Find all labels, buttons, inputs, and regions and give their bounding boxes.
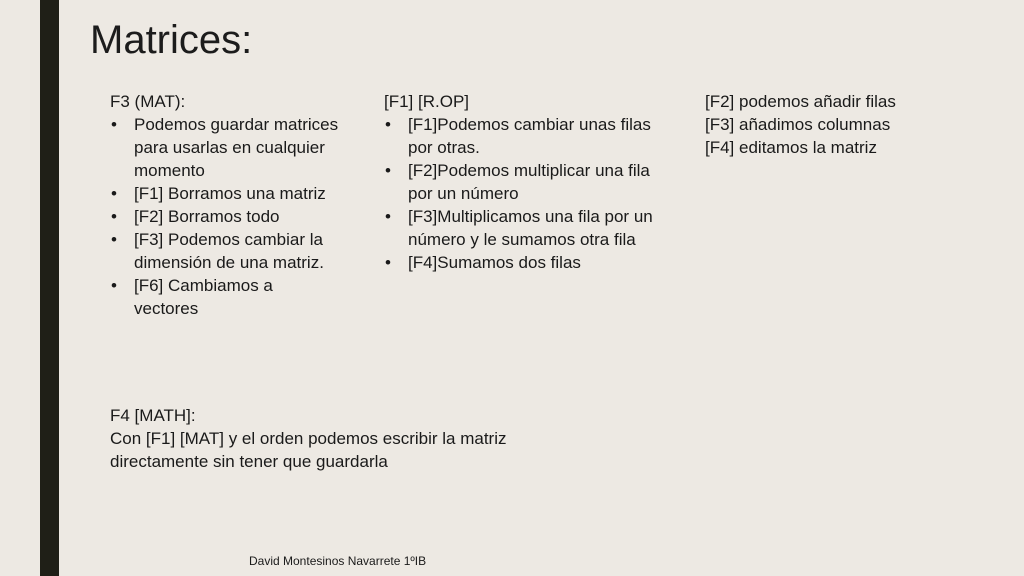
edit-line: [F3] añadimos columnas bbox=[705, 115, 891, 134]
list-item bbox=[110, 182, 340, 205]
math-section bbox=[110, 404, 580, 473]
list-item-text: [F2]Podemos multiplicar una fila por un número bbox=[408, 161, 650, 203]
bullet-icon: • bbox=[385, 161, 391, 180]
list-item-text: [F1]Podemos cambiar unas filas por otras. bbox=[408, 115, 651, 157]
list-item-text: [F3] Podemos cambiar la dimensión de una matriz. bbox=[134, 230, 324, 272]
list-item bbox=[384, 159, 664, 205]
column-edit bbox=[705, 90, 945, 159]
column-rop-list bbox=[384, 113, 664, 274]
bullet-icon: • bbox=[111, 207, 117, 226]
list-item-text: [F1] Borramos una matriz bbox=[134, 184, 326, 203]
edit-line: [F4] editamos la matriz bbox=[705, 138, 877, 157]
accent-bar bbox=[40, 0, 59, 576]
list-item bbox=[110, 274, 340, 320]
math-text: Con [F1] [MAT] y el orden podemos escribir la matriz directamente sin tener que guardarla bbox=[110, 429, 507, 471]
list-item bbox=[110, 113, 340, 182]
column-mat-heading: F3 (MAT): bbox=[110, 92, 186, 111]
list-item-text: Podemos guardar matrices para usarlas en cualquier momento bbox=[134, 115, 339, 180]
list-item-text: [F4]Sumamos dos filas bbox=[408, 253, 581, 272]
list-item bbox=[384, 113, 664, 159]
bullet-icon: • bbox=[385, 207, 391, 226]
list-item bbox=[110, 228, 340, 274]
edit-line: [F2] podemos añadir filas bbox=[705, 92, 896, 111]
slide-title: Matrices: bbox=[90, 18, 253, 62]
list-item bbox=[384, 205, 664, 251]
bullet-icon: • bbox=[111, 115, 117, 134]
list-item-text: [F6] Cambiamos a vectores bbox=[134, 276, 273, 318]
list-item-text: [F2] Borramos todo bbox=[134, 207, 280, 226]
column-mat-list bbox=[110, 113, 340, 320]
bullet-icon: • bbox=[385, 115, 391, 134]
bullet-icon: • bbox=[385, 253, 391, 272]
slide-footer: David Montesinos Navarrete 1ºIB bbox=[249, 554, 427, 568]
column-rop-heading: [F1] [R.OP] bbox=[384, 92, 470, 111]
list-item-text: [F3]Multiplicamos una fila por un número y le sumamos otra fila bbox=[408, 207, 653, 249]
column-mat bbox=[110, 90, 340, 320]
column-rop bbox=[384, 90, 664, 274]
bullet-icon: • bbox=[111, 184, 117, 203]
math-heading: F4 [MATH]: bbox=[110, 406, 196, 425]
bullet-icon: • bbox=[111, 230, 117, 249]
list-item bbox=[110, 205, 340, 228]
bullet-icon: • bbox=[111, 276, 117, 295]
list-item bbox=[384, 251, 664, 274]
